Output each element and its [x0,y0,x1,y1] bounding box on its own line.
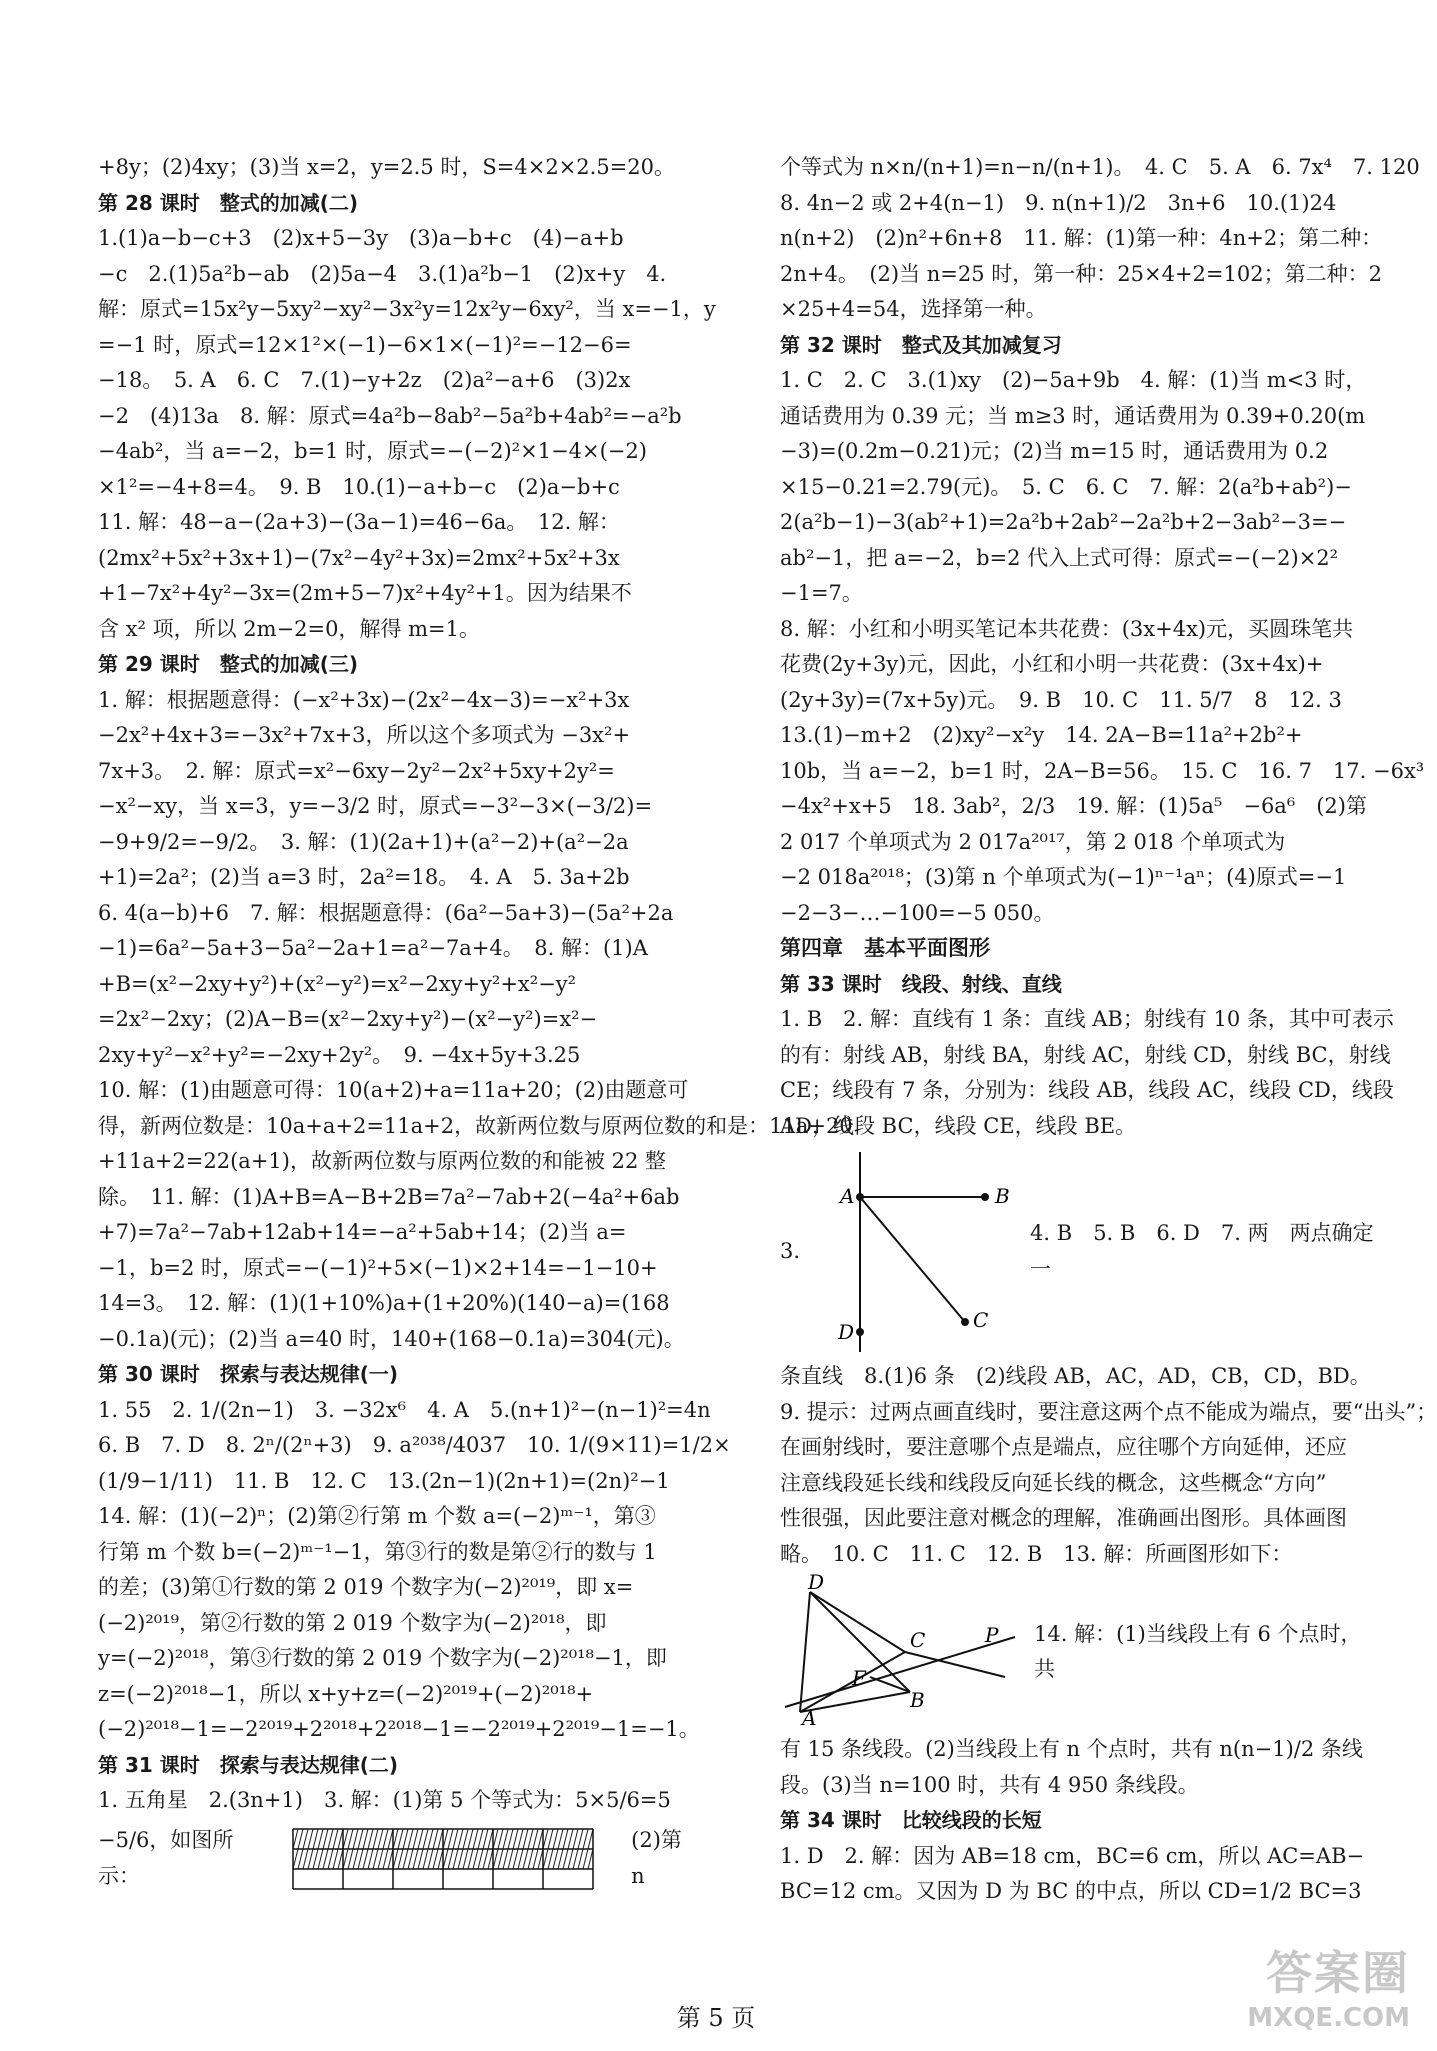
answer-line: 6. B 7. D 8. 2ⁿ/(2ⁿ+3) 9. a²⁰³⁸/4037 10. 1/(9×11)=1/2× [98,1433,731,1457]
answer-line: 2(a²b−1)−3(ab²+1)=2a²b+2ab²−2a²b+2−3ab²−3=− [780,510,1347,534]
lesson-heading: 第 32 课时 整式及其加减复习 [780,332,1062,357]
answer-line: ×1²=−4+8=4。 9. B 10.(1)−a+b−c (2)a−b+c [98,474,620,499]
answer-line: 注意线段延长线和线段反向延长线的概念，这些概念“方向” [780,1470,1327,1495]
line-ray-figure [815,1147,1015,1357]
right-column [780,150,1437,1910]
answer-line: −1)=6a²−5a+3−5a²−2a+1=a²−7a+4。 8. 解：(1)A [98,936,648,960]
triangle-figure-row [780,1572,1380,1732]
answer-line: CE；线段有 7 条，分别为：线段 AB，线段 AC，线段 CD，线段 [780,1078,1394,1102]
answer-line: +1−7x²+4y²−3x=(2m+5−7)x²+4y²+1。因为结果不 [98,581,632,605]
answer-line: ab²−1，把 a=−2，b=2 代入上式可得：原式=−(−2)×2² [780,545,1339,570]
answer-line: =2x²−2xy；(2)A−B=(x²−2xy+y²)−(x²−y²)=x²− [98,1007,598,1031]
answer-line: 14=3。 12. 解：(1)(1+10%)a+(1+20%)(140−a)=(168 [98,1291,670,1315]
point-dot [981,1193,989,1201]
answer-line: −3)=(0.2m−0.21)元；(2)当 m=15 时，通话费用为 0.2 [780,439,1329,463]
answer-line: +1)=2a²；(2)当 a=3 时，2a²=18。 4. A 5. 3a+2b [98,865,630,889]
answer-line: (−2)²⁰¹⁸−1=−2²⁰¹⁹+2²⁰¹⁸+2²⁰¹⁸−1=−2²⁰¹⁹+2²⁰¹⁹−1=−1。 [98,1717,700,1741]
point-label: D [838,1319,855,1344]
point-label: C [973,1307,989,1332]
answer-line: −1，b=2 时，原式=−(−1)²+5×(−1)×2+14=−1−10+ [98,1255,658,1280]
answer-line: +11a+2=22(a+1)，故新两位数与原两位数的和能被 22 整 [98,1149,667,1173]
answer-line: −0.1a)(元)；(2)当 a=40 时，140+(168−0.1a)=304(元)。 [98,1326,685,1351]
answer-line: 1.(1)a−b−c+3 (2)x+5−3y (3)a−b+c (4)−a+b [98,226,624,250]
point-dot [856,1193,864,1201]
answer-line: −4ab²，当 a=−2，b=1 时，原式=−(−2)²×1−4×(−2) [98,439,647,463]
question-number: 3. [780,1238,801,1263]
answer-line: 得，新两位数是：10a+a+2=11a+2，故新两位数与原两位数的和是：11a+20 [98,1113,853,1138]
answer-line: 的差；(3)第①行数的第 2 019 个数字为(−2)²⁰¹⁹，即 x= [98,1575,634,1599]
answer-line: 花费(2y+3y)元，因此，小红和小明一共花费：(3x+4x)+ [780,652,1324,676]
left-column [98,150,853,1899]
grid-figure-row [98,1819,698,1899]
answer-line: 1. 解：根据题意得：(−x²+3x)−(2x²−4x−3)=−x²+3x [98,687,630,712]
page-number: 第 5 页 [676,2004,756,2032]
answer-line: −5/6，如图所示： [98,1828,234,1888]
answer-line: 的有：射线 AB，射线 BA，射线 AC，射线 CD，射线 BC，射线 [780,1042,1391,1067]
answer-line: 解：原式=15x²y−5xy²−xy²−3x²y=12x²y−6xy²，当 x=−1，y [98,297,716,321]
answer-line: 9. 提示：过两点画直线时，要注意这两个点不能成为端点，要“出头”； [780,1399,1437,1424]
answer-line: BC=12 cm。又因为 D 为 BC 的中点，所以 CD=1/2 BC=3 [780,1879,1362,1903]
answer-line: 14. 解：(1)(−2)ⁿ；(2)第②行第 m 个数 a=(−2)ᵐ⁻¹，第③ [98,1504,656,1528]
answer-line: 通话费用为 0.39 元；当 m≥3 时，通话费用为 0.39+0.20(m [780,403,1366,428]
answer-line: 2 017 个单项式为 2 017a²⁰¹⁷，第 2 018 个单项式为 [780,829,1286,854]
answer-line: (1/9−1/11) 11. B 12. C 13.(2n−1)(2n+1)=(2n)²−1 [98,1468,670,1493]
answer-line: 7x+3。 2. 解：原式=x²−6xy−2y²−2x²+5xy+2y²= [98,758,615,783]
answer-line: 1. D 2. 解：因为 AB=18 cm，BC=6 cm，所以 AC=AB− [780,1843,1365,1868]
answer-line: −4x²+x+5 18. 3ab²，2/3 19. 解：(1)5a⁵ −6a⁶ (2)第 [780,794,1367,818]
answer-line: 13.(1)−m+2 (2)xy²−x²y 14. 2A−B=11a²+2b²+ [780,723,1303,747]
chapter-title: 第四章 基本平面图形 [780,936,990,960]
answer-line: ×15−0.21=2.79(元)。 5. C 6. C 7. 解：2(a²b+ab²)− [780,474,1352,499]
answer-line: 2n+4。 (2)当 n=25 时，第一种：25×4+2=102；第二种：2 [780,261,1382,286]
watermark-url: MXQE.COM [1247,2003,1410,2033]
answer-line: −2 018a²⁰¹⁸；(3)第 n 个单项式为(−1)ⁿ⁻¹aⁿ；(4)原式=−1 [780,865,1347,889]
answer-line: 在画射线时，要注意哪个点是端点，应往哪个方向延伸，还应 [780,1435,1347,1459]
watermark-logo [1247,1937,1410,2033]
point-label: B [995,1183,1010,1208]
point-label: F [852,1666,866,1690]
answer-line: AD，线段 BC，线段 CE，线段 BE。 [780,1113,1137,1138]
answer-line: y=(−2)²⁰¹⁸，第③行数的第 2 019 个数字为(−2)²⁰¹⁸−1，即 [98,1646,667,1670]
answer-line: −1=7。 [780,581,863,605]
point-label: D [808,1570,825,1594]
answer-line: 性很强，因此要注意对概念的理解，准确画出图形。具体画图 [780,1506,1347,1530]
answer-line: 1. 55 2. 1/(2n−1) 3. −32x⁶ 4. A 5.(n+1)²−(n−1)²=4n [98,1397,711,1422]
point-dot [856,1328,864,1336]
answer-line: 6. 4(a−b)+6 7. 解：根据题意得：(6a²−5a+3)−(5a²+2a [98,900,674,925]
watermark-text: 答案圈 [1266,1946,1410,2000]
answer-line: 2xy+y²−x²+y²=−2xy+2y²。 9. −4x+5y+3.25 [98,1042,581,1067]
answer-line: 1. B 2. 解：直线有 1 条：直线 AB；射线有 10 条，其中可表示 [780,1007,1394,1031]
answer-line: −9+9/2=−9/2。 3. 解：(1)(2a+1)+(a²−2)+(a²−2a [98,829,629,854]
answer-line: 8. 4n−2 或 2+4(n−1) 9. n(n+1)/2 3n+6 10.(1)24 [780,190,1337,215]
answer-line: −x²−xy，当 x=3，y=−3/2 时，原式=−3²−3×(−3/2)= [98,794,653,818]
answer-line: +7)=7a²−7ab+12ab+14=−a²+5ab+14；(2)当 a= [98,1220,627,1244]
answer-line: 10. 解：(1)由题意可得：10(a+2)+a=11a+20；(2)由题意可 [98,1078,689,1102]
answer-line: 含 x² 项，所以 2m−2=0，解得 m=1。 [98,616,481,641]
answer-line: n(n+2) (2)n²+6n+8 11. 解：(1)第一种：4n+2；第二种： [780,226,1383,250]
answer-line: 除。 11. 解：(1)A+B=A−B+2B=7a²−7ab+2(−4a²+6ab [98,1184,680,1209]
answer-line: −2−3−…−100=−5 050。 [780,900,1055,925]
answer-line: −18。 5. A 6. C 7.(1)−y+2z (2)a²−a+6 (3)2x [98,368,631,392]
answer-line: 4. B 5. B 6. D 7. 两 两点确定一 [1030,1221,1374,1281]
answer-line: 有 15 条线段。(2)当线段上有 n 个点时，共有 n(n−1)/2 条线 [780,1737,1363,1761]
answer-line: z=(−2)²⁰¹⁸−1，所以 x+y+z=(−2)²⁰¹⁹+(−2)²⁰¹⁸+ [98,1681,594,1706]
answer-line: 8. 解：小红和小明买笔记本共花费：(3x+4x)元，买圆珠笔共 [780,616,1354,641]
answer-line: =−1 时，原式=12×1²×(−1)−6×1×(−1)²=−12−6= [98,332,632,357]
lesson-heading: 第 33 课时 线段、射线、直线 [780,971,1062,996]
point-label: A [840,1183,855,1208]
answer-line: −c 2.(1)5a²b−ab (2)5a−4 3.(1)a²b−1 (2)x+y 4. [98,261,667,286]
lesson-heading: 第 34 课时 比较线段的长短 [780,1808,1042,1832]
answer-line: ×25+4=54，选择第一种。 [780,297,1047,321]
answer-line: 个等式为 n×n/(n+1)=n−n/(n+1)。 4. C 5. A 6. 7x⁴ 7. 120 [780,155,1420,179]
answer-line: (2mx²+5x²+3x+1)−(7x²−4y²+3x)=2mx²+5x²+3x [98,545,620,570]
lesson-heading: 第 31 课时 探索与表达规律(二) [98,1752,399,1777]
answer-line: 略。 10. C 11. C 12. B 13. 解：所画图形如下： [780,1541,1293,1566]
answer-line: 条直线 8.(1)6 条 (2)线段 AB，AC，AD，CB，CD，BD。 [780,1364,1371,1388]
point-dot [961,1318,969,1326]
answer-line: −2 (4)13a 8. 解：原式=4a²b−8ab²−5a²b+4ab²=−a²b [98,403,682,428]
answer-line: 1. 五角星 2.(3n+1) 3. 解：(1)第 5 个等式为：5×5/6=5 [98,1788,671,1812]
point-label: C [910,1628,926,1652]
lesson-heading: 第 29 课时 整式的加减(三) [98,652,359,676]
answer-line: (2)第 n [631,1828,682,1888]
answer-line: 10b，当 a=−2，b=1 时，2A−B=56。 15. C 16. 7 17. −6x³ [780,758,1425,783]
answer-line: +8y；(2)4xy；(3)当 x=2，y=2.5 时，S=4×2×2.5=20。 [98,155,675,179]
answer-line: (2y+3y)=(7x+5y)元。 9. B 10. C 11. 5/7 8 12. 3 [780,687,1342,712]
answer-line: +B=(x²−2xy+y²)+(x²−y²)=x²−2xy+y²+x²−y² [98,971,577,996]
answer-line: 行第 m 个数 b=(−2)ᵐ⁻¹−1，第③行的数是第②行的数与 1 [98,1539,657,1564]
point-label: A [802,1706,817,1730]
answer-line: 11. 解：48−a−(2a+3)−(3a−1)=46−6a。 12. 解： [98,510,620,534]
answer-line: 段。(3)当 n=100 时，共有 4 950 条线段。 [780,1772,1199,1797]
lesson-heading: 第 30 课时 探索与表达规律(一) [98,1362,399,1386]
intersecting-lines-figure [780,1570,1020,1730]
answer-line: −2x²+4x+3=−3x²+7x+3，所以这个多项式为 −3x²+ [98,723,631,747]
hatched-grid-figure [283,1824,613,1894]
point-label: P [985,1623,999,1647]
answer-line: 1. C 2. C 3.(1)xy (2)−5a+9b 4. 解：(1)当 m<3 时， [780,368,1367,392]
point-label: B [910,1688,925,1712]
answer-line: (−2)²⁰¹⁹，第②行数的第 2 019 个数字为(−2)²⁰¹⁸，即 [98,1610,607,1635]
answer-line: 14. 解：(1)当线段上有 6 个点时，共 [1034,1621,1362,1681]
lesson-heading: 第 28 课时 整式的加减(二) [98,190,359,215]
lines-figure-row [780,1144,1380,1359]
